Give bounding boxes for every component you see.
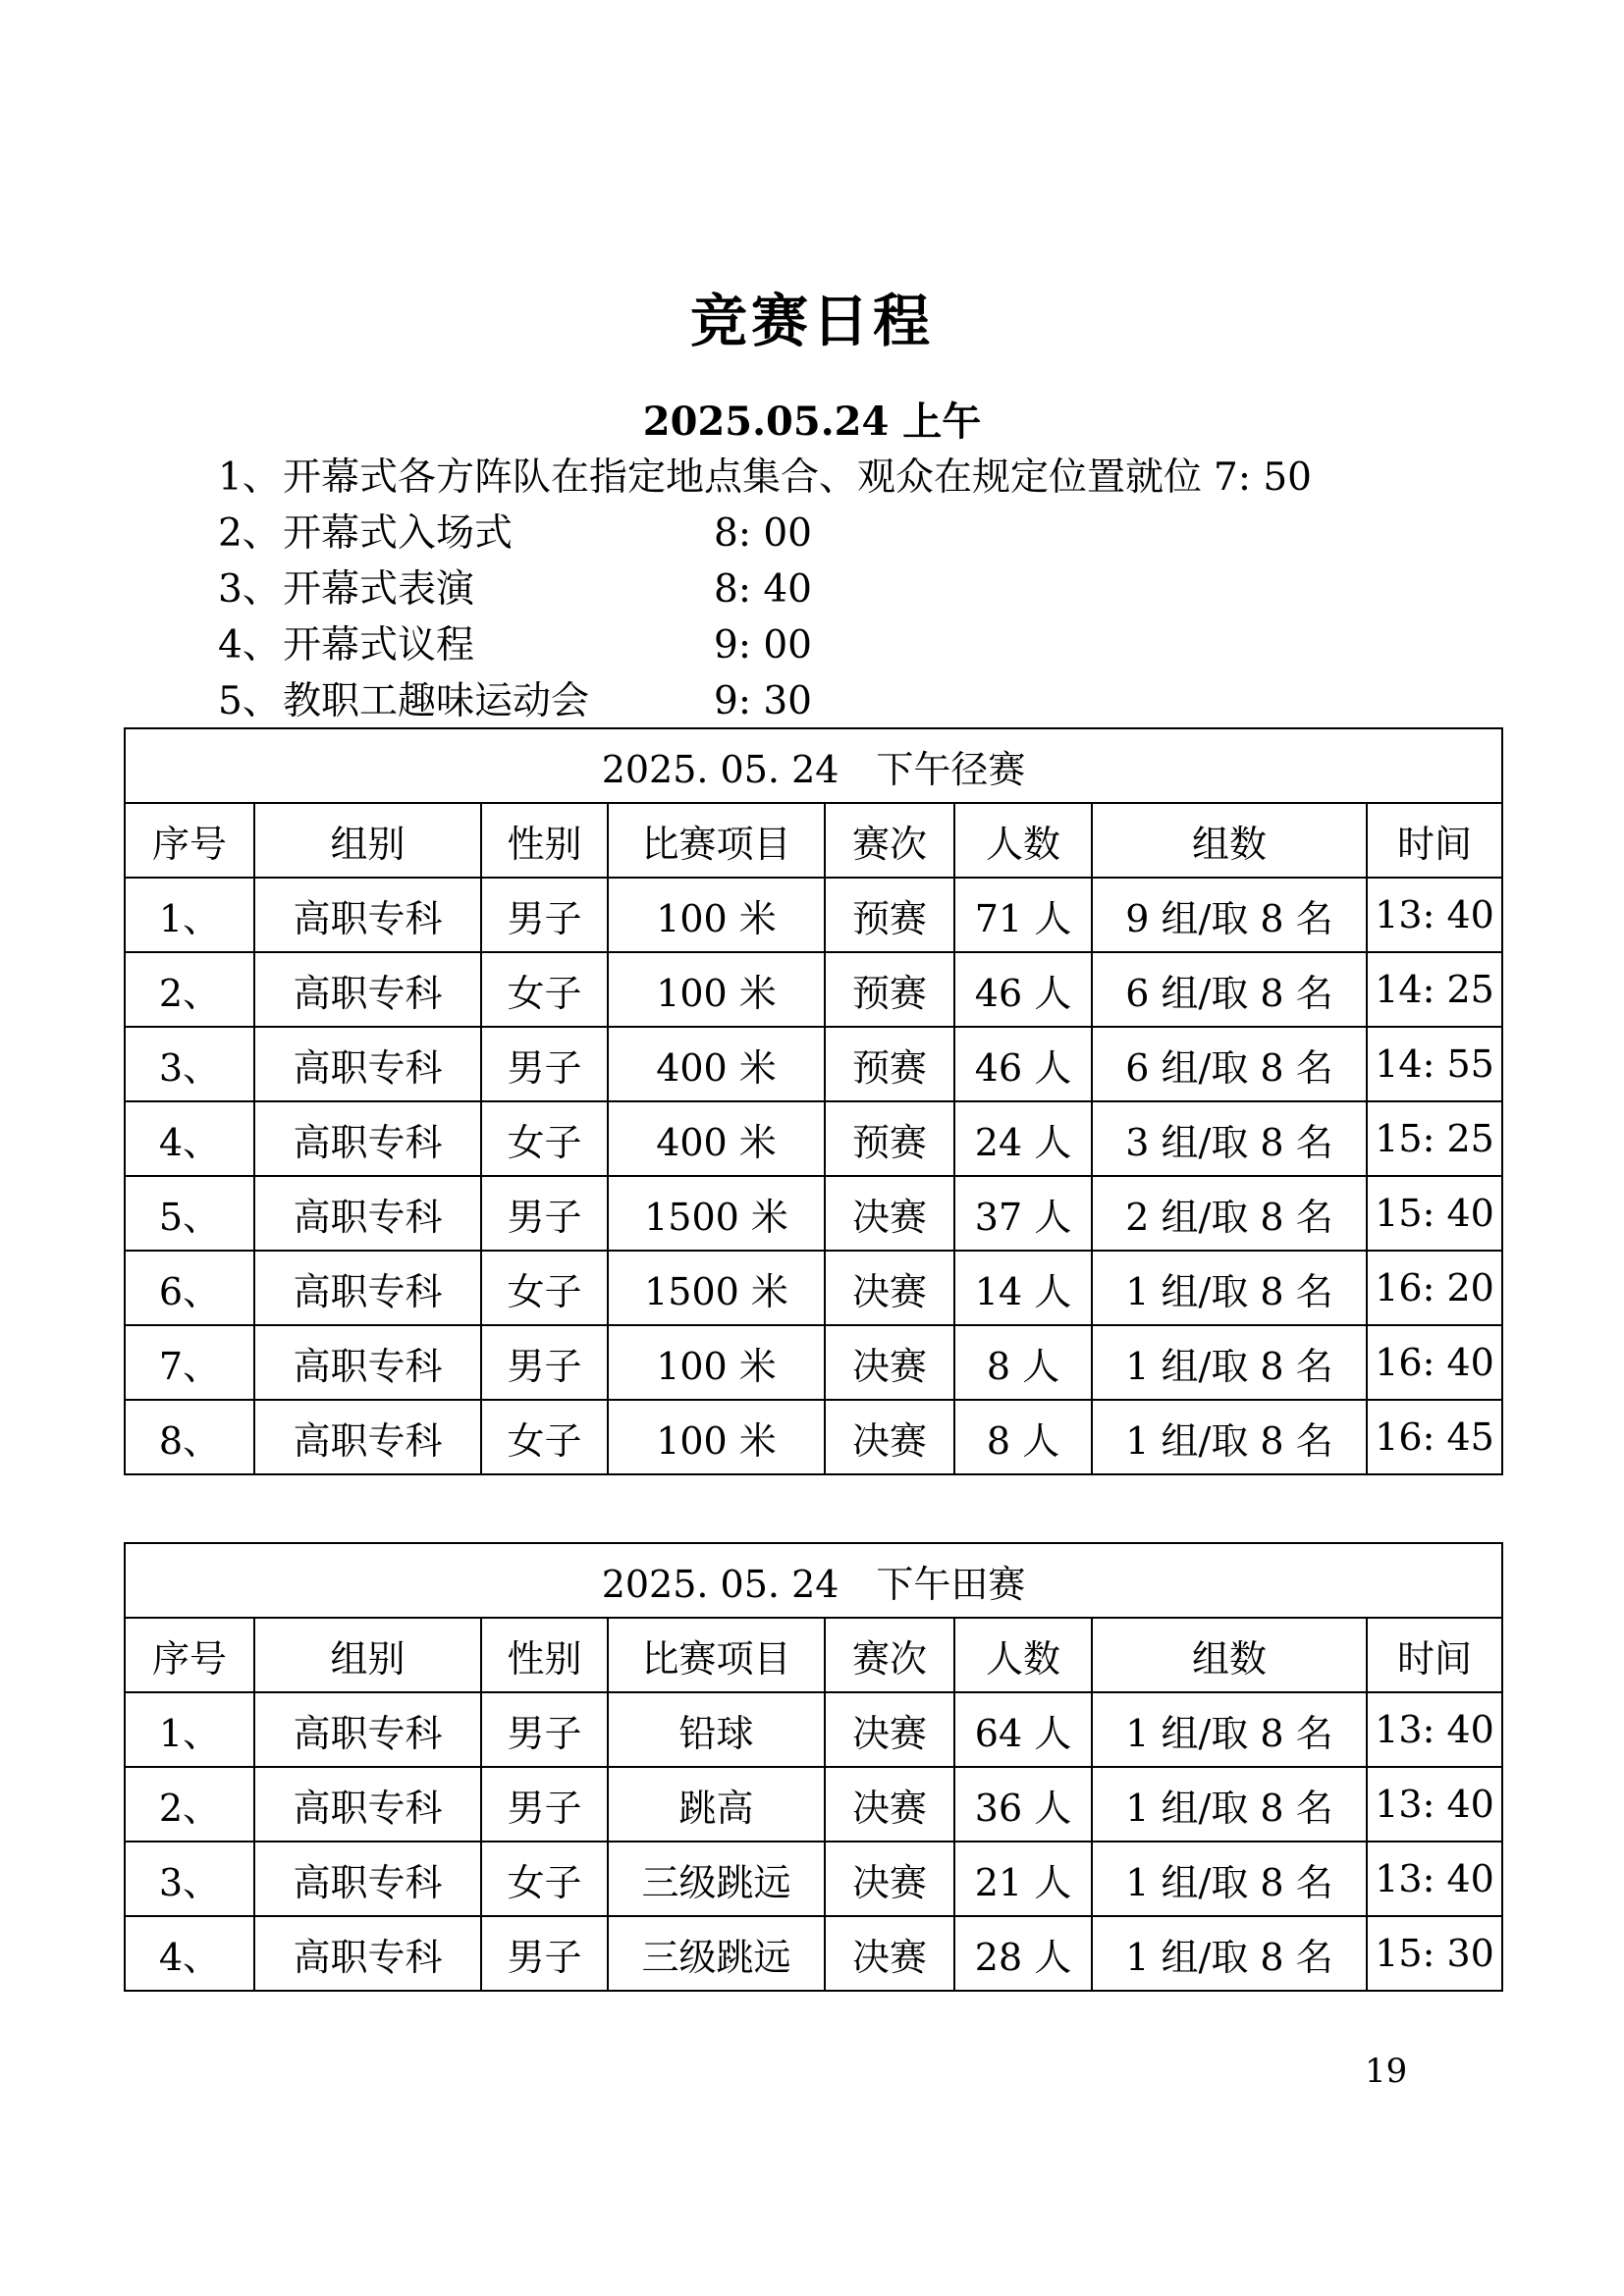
page-number: 19 — [1365, 2052, 1408, 2091]
column-header-round: 赛次 — [825, 803, 954, 878]
cell-heats: 1 组/取 8 名 — [1092, 1916, 1367, 1991]
cell-count: 46 人 — [954, 1027, 1092, 1101]
table-row — [125, 952, 1502, 1027]
cell-round: 预赛 — [825, 878, 954, 952]
list-item — [218, 617, 1494, 673]
cell-gender: 男子 — [481, 878, 608, 952]
item-number: 3、 — [218, 567, 281, 612]
cell-event: 跳高 — [608, 1767, 825, 1842]
morning-schedule-list — [218, 450, 1494, 729]
cell-heats: 3 组/取 8 名 — [1092, 1101, 1367, 1176]
cell-heats: 1 组/取 8 名 — [1092, 1842, 1367, 1916]
cell-heats: 9 组/取 8 名 — [1092, 878, 1367, 952]
cell-index: 2、 — [125, 1767, 254, 1842]
cell-gender: 男子 — [481, 1692, 608, 1767]
cell-group: 高职专科 — [254, 1767, 481, 1842]
cell-event: 400 米 — [608, 1101, 825, 1176]
table-header-row — [125, 1618, 1502, 1692]
item-time: 8: 40 — [714, 567, 812, 612]
cell-event: 100 米 — [608, 952, 825, 1027]
cell-round: 决赛 — [825, 1842, 954, 1916]
cell-group: 高职专科 — [254, 1325, 481, 1400]
cell-count: 24 人 — [954, 1101, 1092, 1176]
cell-time: 14: 25 — [1367, 952, 1502, 1027]
morning-heading: 2025.05.24 上午 — [642, 399, 982, 445]
page-title: 竞赛日程 — [689, 288, 934, 354]
table-row — [125, 1400, 1502, 1474]
cell-group: 高职专科 — [254, 952, 481, 1027]
cell-index: 6、 — [125, 1251, 254, 1325]
cell-event: 100 米 — [608, 878, 825, 952]
cell-gender: 男子 — [481, 1027, 608, 1101]
cell-index: 3、 — [125, 1842, 254, 1916]
cell-round: 预赛 — [825, 952, 954, 1027]
cell-round: 决赛 — [825, 1767, 954, 1842]
item-number: 5、 — [218, 679, 281, 723]
column-header-heats: 组数 — [1092, 1618, 1367, 1692]
table-row — [125, 1027, 1502, 1101]
cell-index: 2、 — [125, 952, 254, 1027]
cell-round: 决赛 — [825, 1251, 954, 1325]
cell-time: 14: 55 — [1367, 1027, 1502, 1101]
table-row — [125, 1842, 1502, 1916]
cell-count: 46 人 — [954, 952, 1092, 1027]
cell-round: 预赛 — [825, 1027, 954, 1101]
cell-group: 高职专科 — [254, 1101, 481, 1176]
table-row — [125, 1325, 1502, 1400]
cell-gender: 女子 — [481, 952, 608, 1027]
list-item — [218, 561, 1494, 617]
cell-event: 三级跳远 — [608, 1842, 825, 1916]
cell-time: 15: 25 — [1367, 1101, 1502, 1176]
cell-count: 21 人 — [954, 1842, 1092, 1916]
item-time: 9: 00 — [714, 623, 812, 667]
column-header-index: 序号 — [125, 803, 254, 878]
table-caption: 2025. 05. 24 下午径赛 — [125, 728, 1502, 803]
item-time: 8: 00 — [714, 511, 812, 556]
table-row — [125, 1101, 1502, 1176]
cell-time: 16: 45 — [1367, 1400, 1502, 1474]
item-number: 1、 — [218, 455, 281, 500]
cell-round: 决赛 — [825, 1692, 954, 1767]
table-row — [125, 1767, 1502, 1842]
cell-time: 16: 40 — [1367, 1325, 1502, 1400]
column-header-index: 序号 — [125, 1618, 254, 1692]
table-header-row — [125, 803, 1502, 878]
list-item — [218, 673, 1494, 729]
cell-group: 高职专科 — [254, 1842, 481, 1916]
item-number: 4、 — [218, 623, 281, 667]
cell-count: 37 人 — [954, 1176, 1092, 1251]
cell-gender: 女子 — [481, 1101, 608, 1176]
item-time: 7: 50 — [1214, 455, 1312, 500]
cell-event: 400 米 — [608, 1027, 825, 1101]
cell-index: 4、 — [125, 1101, 254, 1176]
cell-event: 三级跳远 — [608, 1916, 825, 1991]
item-time: 9: 30 — [714, 679, 812, 723]
column-header-event: 比赛项目 — [608, 1618, 825, 1692]
field-schedule-table — [124, 1542, 1503, 1992]
cell-index: 1、 — [125, 878, 254, 952]
column-header-count: 人数 — [954, 803, 1092, 878]
cell-count: 36 人 — [954, 1767, 1092, 1842]
item-number: 2、 — [218, 511, 281, 556]
cell-time: 13: 40 — [1367, 878, 1502, 952]
cell-round: 决赛 — [825, 1325, 954, 1400]
cell-index: 4、 — [125, 1916, 254, 1991]
cell-event: 100 米 — [608, 1325, 825, 1400]
cell-gender: 男子 — [481, 1176, 608, 1251]
cell-time: 15: 30 — [1367, 1916, 1502, 1991]
cell-count: 8 人 — [954, 1325, 1092, 1400]
cell-index: 7、 — [125, 1325, 254, 1400]
cell-index: 3、 — [125, 1027, 254, 1101]
column-header-group: 组别 — [254, 1618, 481, 1692]
cell-event: 1500 米 — [608, 1176, 825, 1251]
table-row — [125, 1692, 1502, 1767]
cell-time: 15: 40 — [1367, 1176, 1502, 1251]
item-text: 教职工趣味运动会 — [283, 679, 590, 723]
cell-round: 决赛 — [825, 1916, 954, 1991]
cell-gender: 女子 — [481, 1842, 608, 1916]
cell-gender: 女子 — [481, 1400, 608, 1474]
table-row — [125, 1251, 1502, 1325]
item-text: 开幕式表演 — [283, 567, 475, 612]
column-header-gender: 性别 — [481, 1618, 608, 1692]
table-caption: 2025. 05. 24 下午田赛 — [125, 1543, 1502, 1618]
list-item — [218, 506, 1494, 561]
table-row — [125, 1176, 1502, 1251]
item-text: 开幕式各方阵队在指定地点集合、观众在规定位置就位 — [283, 455, 1203, 500]
column-header-count: 人数 — [954, 1618, 1092, 1692]
column-header-heats: 组数 — [1092, 803, 1367, 878]
cell-time: 16: 20 — [1367, 1251, 1502, 1325]
cell-time: 13: 40 — [1367, 1692, 1502, 1767]
cell-round: 决赛 — [825, 1400, 954, 1474]
cell-count: 14 人 — [954, 1251, 1092, 1325]
cell-gender: 男子 — [481, 1767, 608, 1842]
cell-group: 高职专科 — [254, 1692, 481, 1767]
column-header-time: 时间 — [1367, 803, 1502, 878]
cell-heats: 2 组/取 8 名 — [1092, 1176, 1367, 1251]
cell-count: 64 人 — [954, 1692, 1092, 1767]
cell-time: 13: 40 — [1367, 1842, 1502, 1916]
cell-gender: 男子 — [481, 1916, 608, 1991]
column-header-event: 比赛项目 — [608, 803, 825, 878]
cell-heats: 1 组/取 8 名 — [1092, 1325, 1367, 1400]
cell-index: 5、 — [125, 1176, 254, 1251]
column-header-gender: 性别 — [481, 803, 608, 878]
cell-index: 8、 — [125, 1400, 254, 1474]
cell-round: 预赛 — [825, 1101, 954, 1176]
cell-heats: 1 组/取 8 名 — [1092, 1767, 1367, 1842]
cell-count: 8 人 — [954, 1400, 1092, 1474]
cell-time: 13: 40 — [1367, 1767, 1502, 1842]
column-header-round: 赛次 — [825, 1618, 954, 1692]
cell-group: 高职专科 — [254, 1916, 481, 1991]
table-row — [125, 878, 1502, 952]
cell-group: 高职专科 — [254, 1400, 481, 1474]
item-text: 开幕式入场式 — [283, 511, 514, 556]
table-row — [125, 1916, 1502, 1991]
cell-event: 100 米 — [608, 1400, 825, 1474]
cell-heats: 1 组/取 8 名 — [1092, 1251, 1367, 1325]
cell-count: 71 人 — [954, 878, 1092, 952]
item-text: 开幕式议程 — [283, 623, 475, 667]
column-header-group: 组别 — [254, 803, 481, 878]
cell-group: 高职专科 — [254, 878, 481, 952]
cell-index: 1、 — [125, 1692, 254, 1767]
list-item — [218, 450, 1494, 506]
cell-gender: 女子 — [481, 1251, 608, 1325]
cell-group: 高职专科 — [254, 1251, 481, 1325]
cell-event: 1500 米 — [608, 1251, 825, 1325]
cell-round: 决赛 — [825, 1176, 954, 1251]
cell-event: 铅球 — [608, 1692, 825, 1767]
cell-heats: 6 组/取 8 名 — [1092, 952, 1367, 1027]
track-schedule-table — [124, 727, 1503, 1475]
cell-heats: 1 组/取 8 名 — [1092, 1692, 1367, 1767]
cell-heats: 1 组/取 8 名 — [1092, 1400, 1367, 1474]
cell-group: 高职专科 — [254, 1027, 481, 1101]
column-header-time: 时间 — [1367, 1618, 1502, 1692]
cell-count: 28 人 — [954, 1916, 1092, 1991]
cell-gender: 男子 — [481, 1325, 608, 1400]
cell-group: 高职专科 — [254, 1176, 481, 1251]
cell-heats: 6 组/取 8 名 — [1092, 1027, 1367, 1101]
